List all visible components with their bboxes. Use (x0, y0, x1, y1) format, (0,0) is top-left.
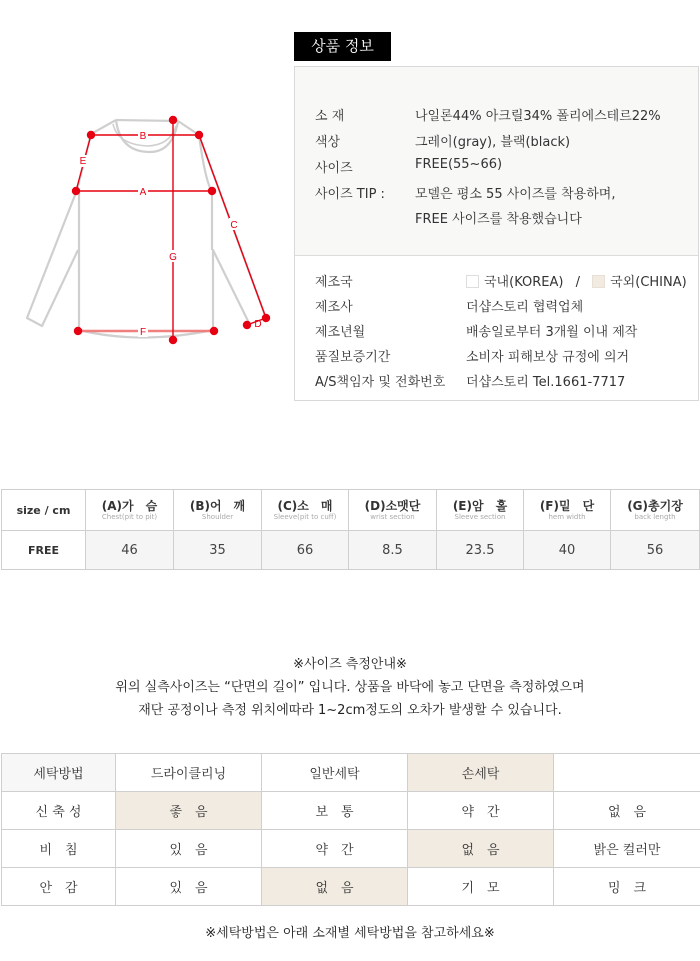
cell-brushed: 기 모 (408, 868, 554, 906)
cell-empty (554, 754, 700, 792)
measure-lines (73, 117, 270, 344)
product-details-section (295, 67, 698, 256)
detail-label: 사이즈 TIP : (315, 187, 385, 202)
label-c: C (230, 220, 238, 231)
domestic-label: 국내(KOREA) (484, 275, 564, 290)
cell-yes: 있 음 (116, 868, 262, 906)
value-armhole: 23.5 (437, 531, 524, 570)
cell-slight: 약 간 (408, 792, 554, 830)
manufacture-date-label: 제조년월 (315, 325, 366, 340)
col-wrist: (D)소맷단 wrist section (349, 490, 437, 531)
detail-label: 사이즈 (315, 161, 353, 176)
detail-label: 색상 (315, 135, 341, 150)
cell-normal: 보 통 (262, 792, 408, 830)
col-shoulder: (B)어 깨 Shoulder (174, 490, 262, 531)
cell-normal-wash: 일반세탁 (262, 754, 408, 792)
warranty-label: 품질보증기간 (315, 350, 391, 365)
detail-value: 나일론44% 아크릴34% 폴리에스테르22% (415, 109, 661, 124)
label-e: E (79, 156, 87, 167)
size-corner-cell: size / cm (2, 490, 86, 531)
product-info-panel (294, 66, 699, 401)
value-shoulder: 35 (174, 531, 262, 570)
label-f: F (139, 327, 147, 338)
origin-separator: / (575, 275, 580, 290)
row-label-wash-method: 세탁방법 (2, 754, 116, 792)
detail-value: 그레이(gray), 블랙(black) (415, 135, 571, 150)
warranty-value: 소비자 피해보상 규정에 의거 (466, 350, 630, 365)
label-d: D (254, 319, 262, 330)
label-b: B (139, 131, 147, 142)
table-row (2, 868, 700, 906)
size-diagram (0, 80, 290, 380)
row-label-see-through: 비 침 (2, 830, 116, 868)
label-a: A (139, 187, 147, 198)
size-table-header (2, 490, 700, 531)
row-label-lining: 안 감 (2, 868, 116, 906)
cell-mink: 밍 크 (554, 868, 700, 906)
row-label-elasticity: 신 축 성 (2, 792, 116, 830)
value-sleeve: 66 (262, 531, 349, 570)
cell-yes: 있 음 (116, 830, 262, 868)
product-info-title: 상품 정보 (294, 32, 391, 61)
foreign-checkbox (592, 275, 605, 288)
detail-value: FREE(55~66) (415, 157, 503, 172)
label-g: G (169, 252, 177, 263)
cell-none: 없 음 (262, 868, 408, 906)
table-row (2, 830, 700, 868)
value-wrist: 8.5 (349, 531, 437, 570)
col-length: (G)총기장 back length (611, 490, 700, 531)
as-contact-value: 더샵스토리 Tel.1661-7717 (466, 375, 626, 390)
cell-light-colors-only: 밝은 컬러만 (554, 830, 700, 868)
domestic-checkbox (466, 275, 479, 288)
cell-dry-cleaning: 드라이클리닝 (116, 754, 262, 792)
manufacturer-value: 더샵스토리 협력업체 (466, 300, 584, 315)
col-sleeve: (C)소 매 Sleeve(pit to cuff) (262, 490, 349, 531)
table-row (2, 754, 700, 792)
notice-title: ※사이즈 측정안내※ (293, 657, 407, 672)
col-armhole: (E)암 홀 Sleeve section (437, 490, 524, 531)
cell-none: 없 음 (554, 792, 700, 830)
as-contact-label: A/S책임자 및 전화번호 (315, 375, 446, 390)
size-name-cell: FREE (2, 531, 86, 570)
value-hem: 40 (524, 531, 611, 570)
laundry-table (1, 753, 700, 906)
notice-line-1: 위의 실측사이즈는 “단면의 길이” 입니다. 상품을 바닥에 놓고 단면을 측정하였으며 (115, 680, 585, 695)
table-row (2, 531, 700, 570)
manufacturer-label: 제조사 (315, 300, 353, 315)
manufacture-date-value: 배송일로부터 3개월 이내 제작 (466, 325, 638, 340)
table-row (2, 792, 700, 830)
size-table (1, 489, 700, 570)
cell-none: 없 음 (408, 830, 554, 868)
detail-label: 소 재 (315, 109, 345, 124)
notice-line-2: 재단 공정이나 측정 위치에따라 1~2cm정도의 오차가 발생할 수 있습니다. (138, 703, 562, 718)
origin-label: 제조국 (315, 275, 353, 290)
cell-slight: 약 간 (262, 830, 408, 868)
laundry-footer-note: ※세탁방법은 아래 소재별 세탁방법을 참고하세요※ (205, 926, 495, 941)
detail-value: 모델은 평소 55 사이즈를 착용하며, (415, 187, 616, 202)
col-hem: (F)밑 단 hem width (524, 490, 611, 531)
detail-value: FREE 사이즈를 착용했습니다 (415, 212, 582, 227)
foreign-label: 국외(CHINA) (610, 275, 687, 290)
value-chest: 46 (86, 531, 174, 570)
origin-options (466, 271, 687, 290)
measurement-notice (0, 653, 700, 722)
cell-hand-wash: 손세탁 (408, 754, 554, 792)
col-chest: (A)가 슴 Chest(pit to pit) (86, 490, 174, 531)
value-length: 56 (611, 531, 700, 570)
cell-good: 좋 음 (116, 792, 262, 830)
